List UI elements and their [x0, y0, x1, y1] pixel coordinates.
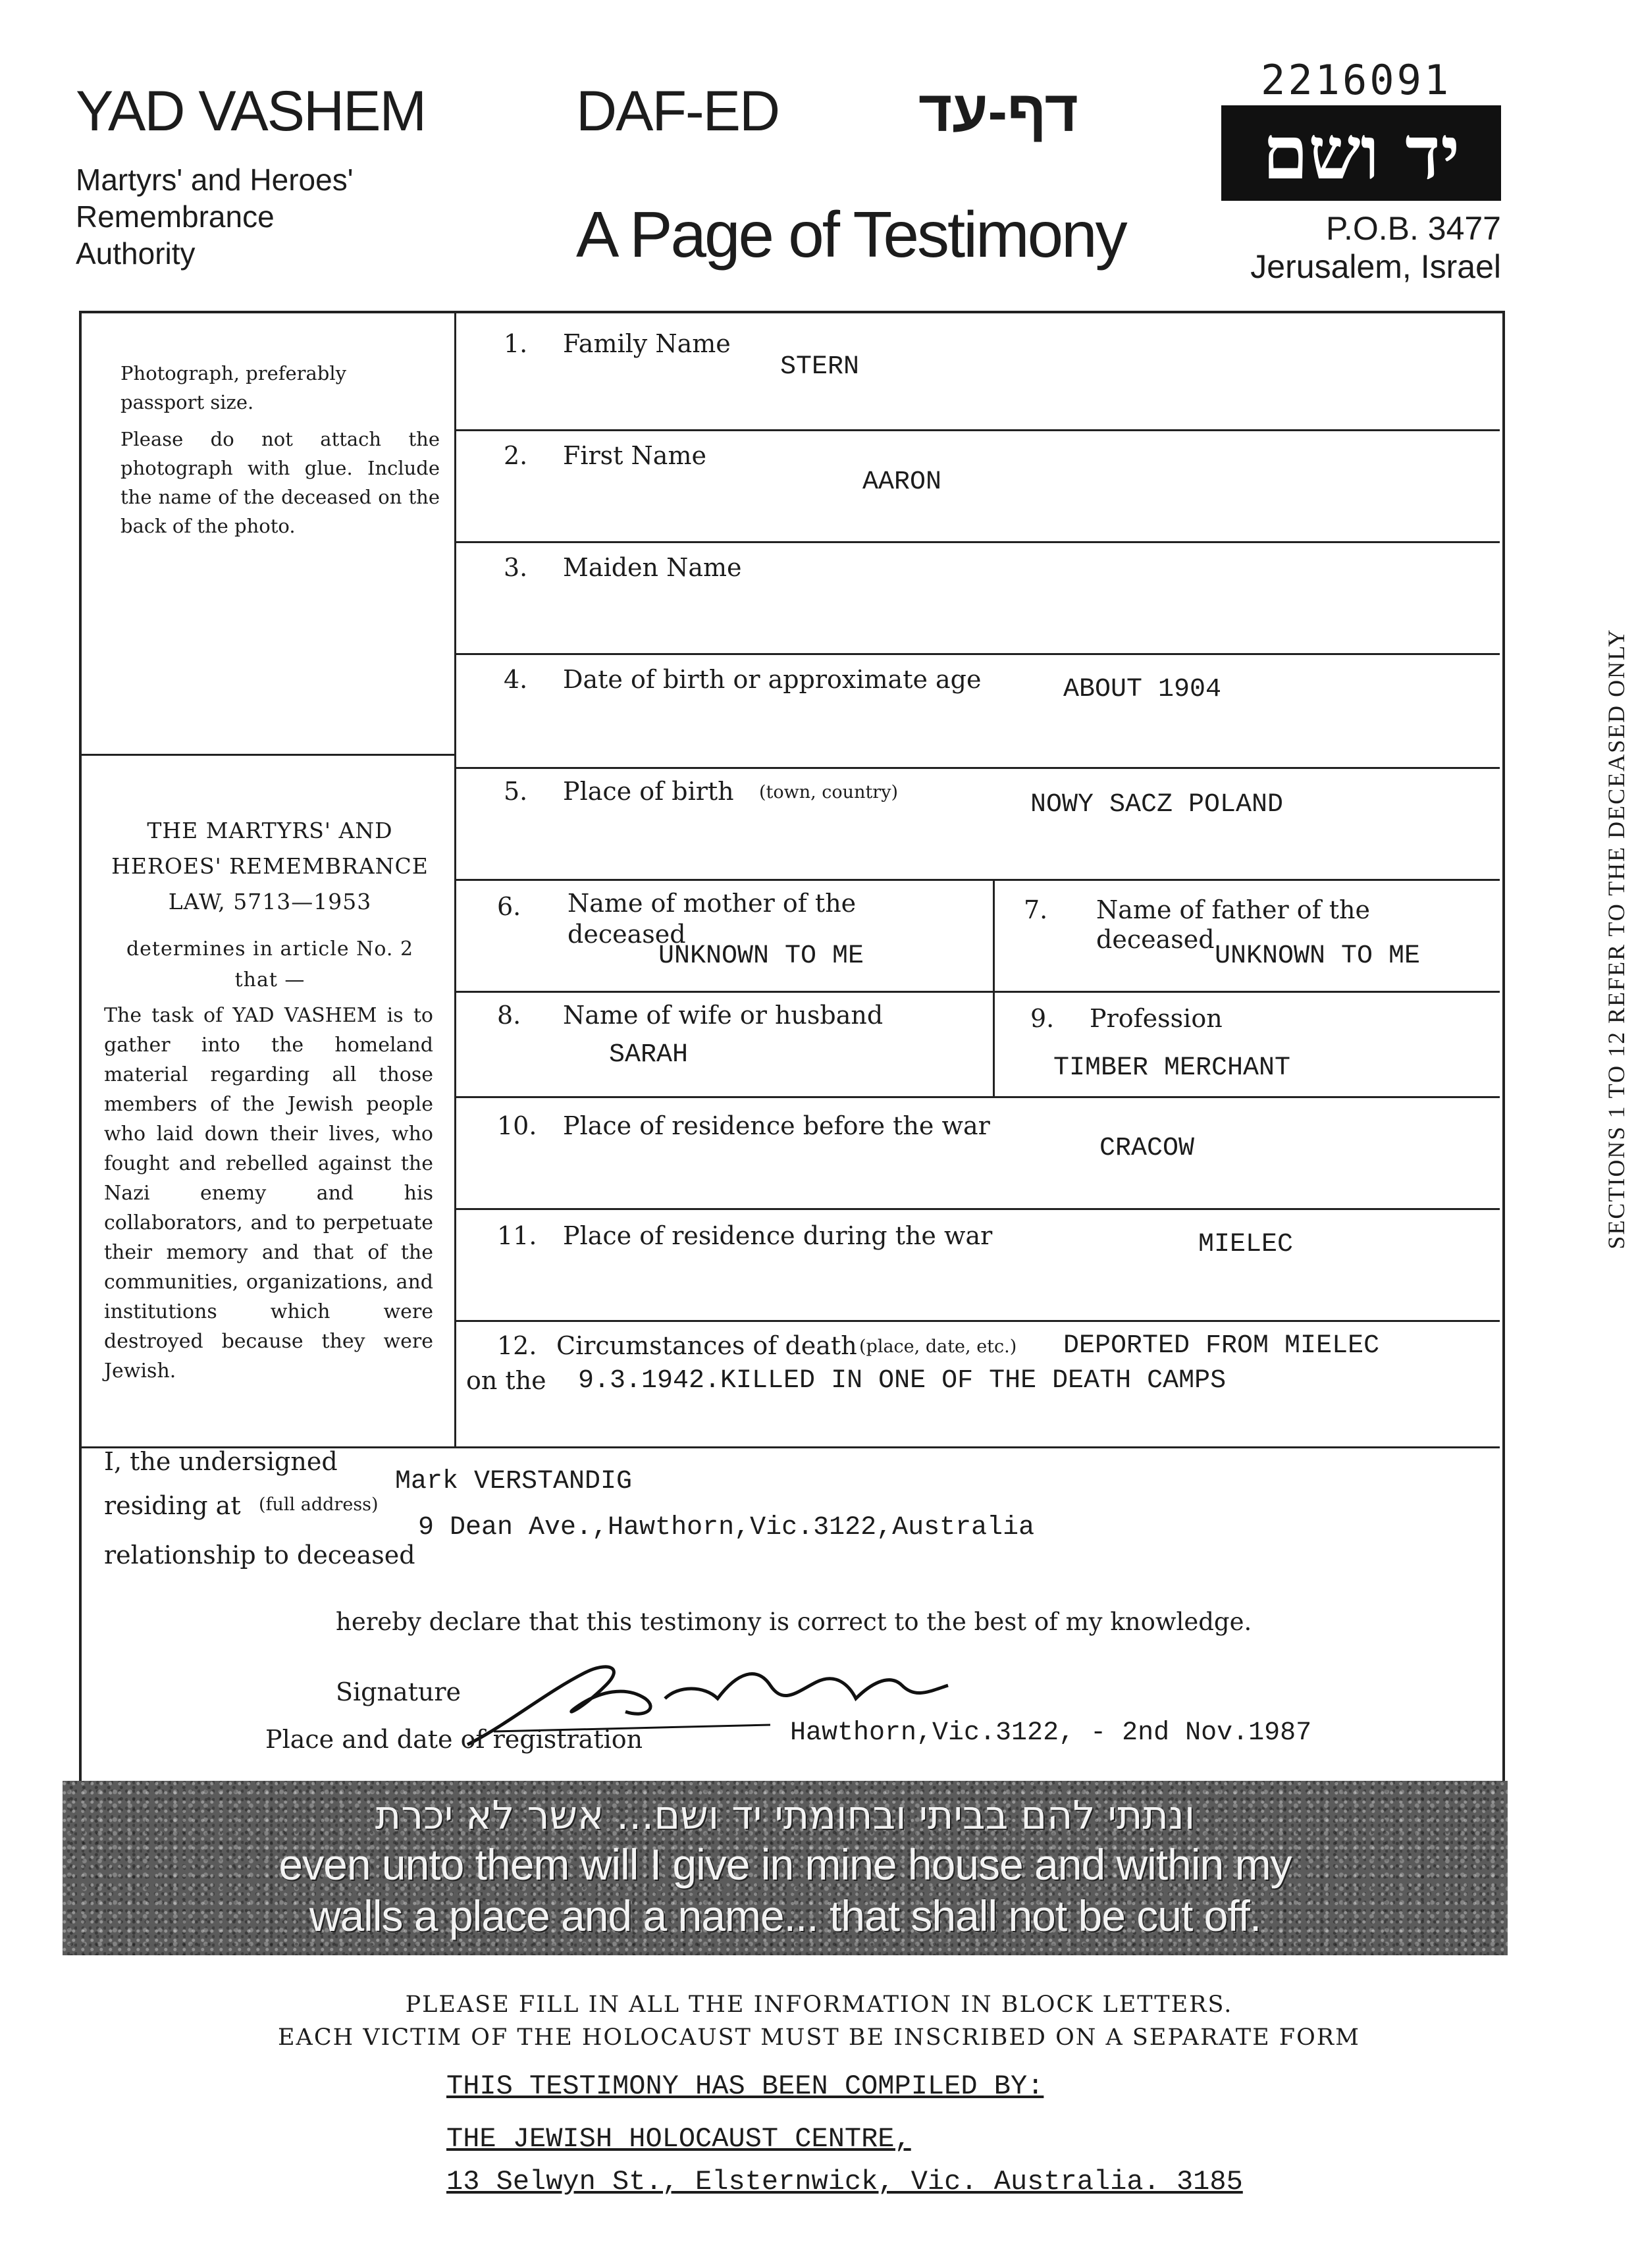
- row-divider: [454, 1320, 1500, 1322]
- birth-place-label: Place of birth: [563, 777, 734, 806]
- photo-box-divider: [80, 754, 454, 756]
- row-divider: [454, 653, 1500, 655]
- mailing-address: [1198, 209, 1501, 286]
- row-divider: [454, 879, 1500, 881]
- centre-address: 13 Selwyn St., Elsternwick, Vic. Australia. 3185: [446, 2166, 1243, 2198]
- law-article: that —: [234, 968, 305, 991]
- death-circumstances-hint: (place, date, etc.): [859, 1336, 1017, 1357]
- maiden-name-label: Maiden Name: [563, 553, 742, 582]
- row-divider: [454, 767, 1500, 769]
- birth-place-value[interactable]: NOWY SACZ POLAND: [1030, 790, 1284, 820]
- sections-note: SECTIONS 1 TO 12 REFER TO THE DECEASED ONLY: [1603, 628, 1629, 1250]
- mother-name-label-2: deceased: [568, 920, 686, 949]
- father-name-label: Name of father of the: [1096, 895, 1370, 924]
- family-name-value[interactable]: STERN: [780, 352, 860, 382]
- place-date-value[interactable]: Hawthorn,Vic.3122, - 2nd Nov.1987: [790, 1718, 1312, 1748]
- footer-instruction: PLEASE FILL IN ALL THE INFORMATION IN BLOCK LETTERS.: [405, 1991, 1233, 2018]
- first-name-label: First Name: [563, 441, 706, 470]
- residence-during-war-value[interactable]: MIELEC: [1198, 1230, 1294, 1259]
- residence-during-war-label: Place of residence during the war: [563, 1221, 993, 1250]
- org-name: YAD VASHEM: [76, 80, 426, 143]
- banner-hebrew: ונתתי להם בביתי ובחומתי יד ושם... אשר לא יכרת: [375, 1793, 1196, 1839]
- profession-label: Profession: [1090, 1004, 1223, 1033]
- field-number: 12.: [497, 1331, 537, 1360]
- residing-label: residing at: [104, 1491, 241, 1520]
- residing-value[interactable]: 9 Dean Ave.,Hawthorn,Vic.3122,Australia: [418, 1513, 1035, 1543]
- footer-instruction: EACH VICTIM OF THE HOLOCAUST MUST BE INSCRIBED ON A SEPARATE FORM: [278, 2024, 1360, 2051]
- org-subtitle-line: Martyrs' and Heroes': [76, 163, 354, 197]
- daf-ed-hebrew: דף-עד: [918, 78, 1078, 144]
- law-heading: [92, 813, 448, 993]
- father-name-value[interactable]: UNKNOWN TO ME: [1215, 941, 1421, 971]
- photo-note: Please do not attach the photograph with glue. Include the name of the deceased on the back of the photo.: [120, 428, 440, 537]
- law-title: THE MARTYRS' AND: [147, 818, 393, 843]
- field-number: 4.: [504, 665, 528, 694]
- row-divider: [454, 1096, 1500, 1098]
- birth-date-label: Date of birth or approximate age: [563, 665, 982, 694]
- compiled-by: THIS TESTIMONY HAS BEEN COMPILED BY:: [446, 2070, 1044, 2102]
- spouse-name-value[interactable]: SARAH: [609, 1040, 689, 1070]
- death-date-prefix: on the: [466, 1366, 546, 1395]
- law-article: determines in article No. 2: [126, 937, 414, 961]
- death-circumstances-label: Circumstances of death: [556, 1331, 857, 1360]
- row-divider: [454, 429, 1500, 431]
- death-circumstances-value[interactable]: DEPORTED FROM MIELEC: [1063, 1331, 1380, 1361]
- law-text: The task of YAD VASHEM is to gather into the homeland material regarding all those members of the Jewish people who laid down their lives, who fought and rebelled against the Nazi enemy and his collaborators, and to perpetuate their memory and that of the communities, organizations, and institutions which were destroyed because they were Jewish.: [104, 1004, 433, 1383]
- place-date-label: Place and date of registration: [265, 1725, 643, 1754]
- city: Jerusalem, Israel: [1250, 248, 1501, 285]
- photo-instructions: [120, 359, 443, 541]
- org-subtitle: [76, 161, 353, 272]
- residence-before-war-label: Place of residence before the war: [563, 1111, 990, 1140]
- yad-vashem-logo: [1221, 105, 1501, 201]
- org-subtitle-line: Authority: [76, 236, 196, 271]
- birth-place-hint: (town, country): [759, 782, 899, 803]
- banner-line: even unto them will I give in mine house and within my: [278, 1840, 1292, 1889]
- field-number: 8.: [497, 1001, 521, 1030]
- org-subtitle-line: Remembrance: [76, 199, 275, 234]
- first-name-value[interactable]: AARON: [862, 467, 942, 497]
- father-name-label-2: deceased: [1096, 925, 1215, 954]
- page-title: A Page of Testimony: [576, 198, 1126, 271]
- field-number: 10.: [497, 1111, 537, 1140]
- mother-name-label: Name of mother of the: [568, 889, 857, 918]
- column-divider: [993, 879, 995, 1096]
- mother-name-value[interactable]: UNKNOWN TO ME: [658, 941, 864, 971]
- residence-before-war-value[interactable]: CRACOW: [1099, 1134, 1195, 1163]
- banner-line: walls a place and a name... that shall not be cut off.: [309, 1891, 1261, 1940]
- law-title: HEROES' REMEMBRANCE: [111, 853, 429, 879]
- spouse-name-label: Name of wife or husband: [563, 1001, 884, 1030]
- field-number: 1.: [504, 329, 528, 358]
- undersigned-label: I, the undersigned: [104, 1447, 338, 1476]
- serial-number: 2216091: [1261, 56, 1452, 104]
- field-number: 5.: [504, 777, 528, 806]
- family-name-label: Family Name: [563, 329, 731, 358]
- scripture-banner: [63, 1781, 1508, 1955]
- row-divider: [454, 1208, 1500, 1210]
- field-number: 11.: [497, 1221, 537, 1250]
- row-divider: [454, 991, 1500, 993]
- birth-date-value[interactable]: ABOUT 1904: [1063, 675, 1222, 704]
- relationship-label: relationship to deceased: [104, 1541, 415, 1569]
- daf-ed-label: DAF-ED: [576, 80, 779, 143]
- undersigned-value[interactable]: Mark VERSTANDIG: [395, 1467, 633, 1496]
- row-divider: [454, 541, 1500, 543]
- residing-hint: (full address): [259, 1494, 379, 1515]
- declaration-text: hereby declare that this testimony is correct to the best of my knowledge.: [336, 1608, 1252, 1636]
- field-number: 2.: [504, 441, 528, 470]
- death-date-value[interactable]: 9.3.1942.KILLED IN ONE OF THE DEATH CAMPS: [578, 1366, 1227, 1396]
- centre-name: THE JEWISH HOLOCAUST CENTRE,: [446, 2123, 911, 2155]
- signature-label: Signature: [336, 1677, 462, 1706]
- field-number: 9.: [1030, 1004, 1055, 1033]
- law-title: LAW, 5713—1953: [168, 889, 372, 914]
- logo-hebrew-text: יד ושם: [1262, 109, 1460, 196]
- pob: P.O.B. 3477: [1326, 210, 1501, 247]
- field-number: 7.: [1024, 895, 1048, 924]
- field-number: 3.: [504, 553, 528, 582]
- profession-value[interactable]: TIMBER MERCHANT: [1053, 1053, 1291, 1083]
- photo-note: Photograph, preferably passport size.: [120, 362, 347, 413]
- field-number: 6.: [497, 892, 521, 921]
